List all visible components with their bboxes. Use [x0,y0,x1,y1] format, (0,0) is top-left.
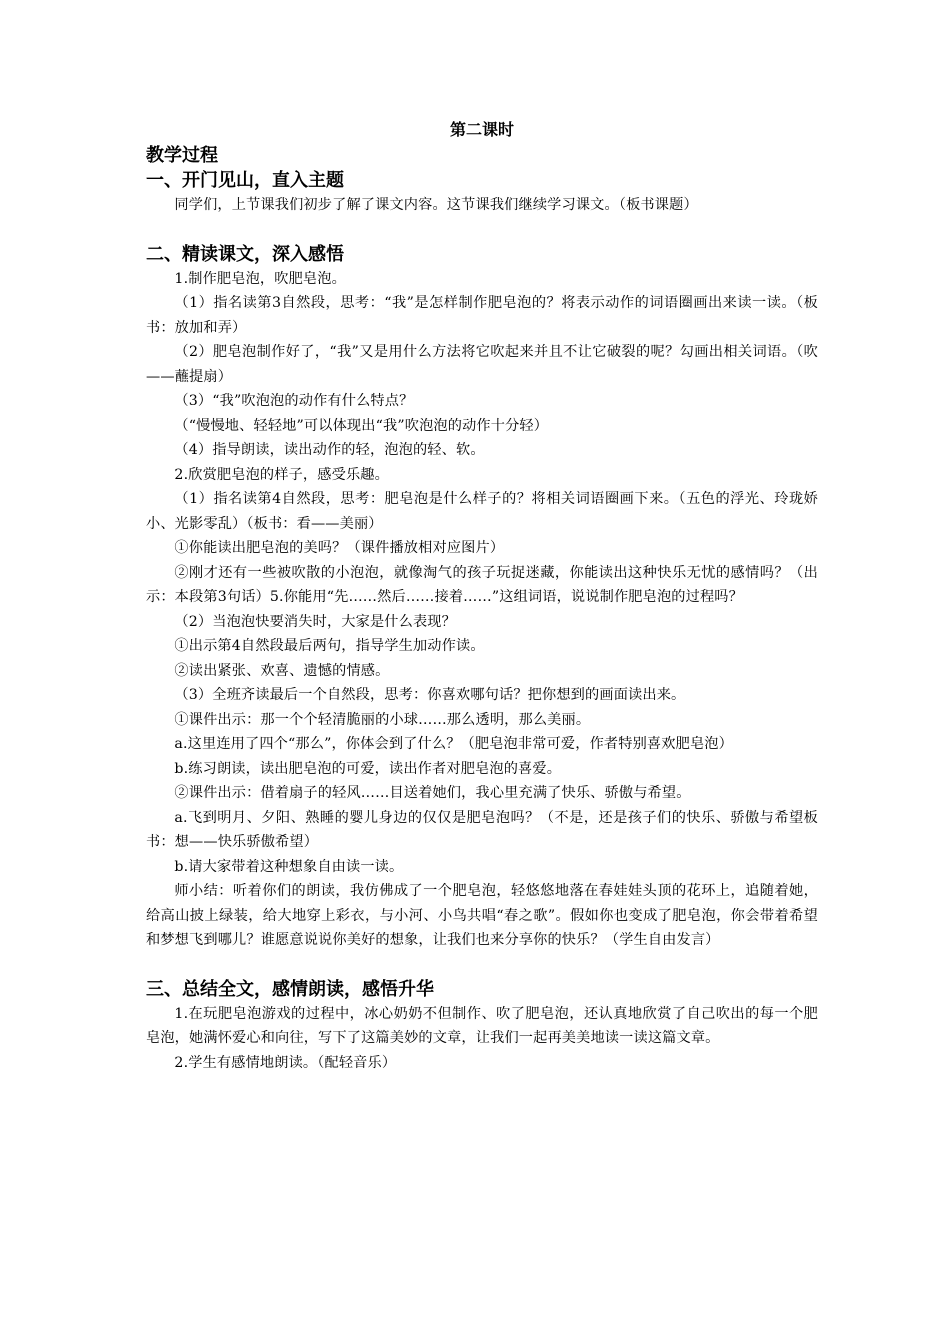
section-2-paragraph: ②刚才还有一些被吹散的小泡泡，就像淘气的孩子玩捉迷藏，你能读出这种快乐无忧的感情吗？（出示：本段第3句话）5.你能用“先……然后……接着……”这组词语，说说制作肥皂泡的过程吗？ [146,564,818,605]
lesson-title: 第二课时 [449,120,514,139]
section-2-paragraph: （2）肥皂泡制作好了，“我”又是用什么方法将它吹起来并且不让它破裂的呢？勾画出相关词语。（吹——蘸提扇） [146,344,818,385]
section-2-paragraph: a.飞到明月、夕阳、熟睡的婴儿身边的仅仅是肥皂泡吗？（不是，还是孩子们的快乐、骄傲与希望板书：想——快乐骄傲希望） [146,809,818,850]
section-1-paragraph: 同学们，上节课我们初步了解了课文内容。这节课我们继续学习课文。（板书课题） [174,197,698,213]
section-2-paragraph: 2.欣赏肥皂泡的样子，感受乐趣。 [174,466,389,483]
section-2-paragraph: （2）当泡泡快要消失时，大家是什么表现？ [174,613,456,630]
section-2-paragraph: ①课件出示：那一个个轻清脆丽的小球……那么透明，那么美丽。 [174,711,591,728]
section-2-paragraph: （3）全班齐读最后一个自然段，思考：你喜欢哪句话？把你想到的画面读出来。 [174,687,686,703]
section-2-paragraph: b.请大家带着这种想象自由读一读。 [174,858,404,875]
section-2-paragraph: ②课件出示：借着扇子的轻风……目送着她们，我心里充满了快乐、骄傲与希望。 [174,785,691,801]
teacher-summary-paragraph: 师小结：听着你们的朗读，我仿佛成了一个肥皂泡，轻悠悠地落在春娃娃头顶的花环上，追随着她，给高山披上绿装，给大地穿上彩衣，与小河、小鸟共唱“春之歌”。假如你也变成了肥皂泡，你会带着希望和梦想飞到哪儿？谁愿意说说你美好的想象，让我们也来分享你的快乐？（学生自由发言） [146,883,818,948]
section-3-paragraph: 2.学生有感情地朗读。（配轻音乐） [174,1054,397,1071]
section-2-paragraph: ①你能读出肥皂泡的美吗？（课件播放相对应图片） [174,540,505,556]
section-2-paragraph: ②读出紧张、欢喜、遗憾的情感。 [174,662,390,679]
section-2-paragraph: （3）“我”吹泡泡的动作有什么特点？ [174,393,414,409]
section-2-paragraph: 1.制作肥皂泡，吹肥皂泡。 [174,270,346,287]
section-2-heading: 二、精读课文，深入感悟 [146,243,344,265]
section-2-paragraph: b.练习朗读，读出肥皂泡的可爱，读出作者对肥皂泡的喜爱。 [174,760,562,777]
section-2-paragraph: （4）指导朗读，读出动作的轻，泡泡的轻、软。 [174,442,485,458]
spacer [146,218,818,242]
spacer [146,953,818,977]
section-2-paragraph: ①出示第4自然段最后两句，指导学生加动作读。 [174,638,485,654]
section-3-paragraph: 1.在玩肥皂泡游戏的过程中，冰心奶奶不但制作、吹了肥皂泡，还认真地欣赏了自己吹出的每一个肥皂泡，她满怀爱心和向往，写下了这篇美妙的文章，让我们一起再美美地读一读这篇文章。 [146,1005,818,1046]
section-2-paragraph: （“慢慢地、轻轻地”可以体现出“我”吹泡泡的动作十分轻） [174,417,549,434]
section-2-paragraph: （1）指名读第4自然段，思考：肥皂泡是什么样子的？将相关词语圈画下来。（五色的浮光、玲珑娇小、光影零乱）（板书：看——美丽） [146,491,818,532]
document-page [146,117,818,1075]
section-1-heading: 一、开门见山，直入主题 [146,170,344,191]
section-2-paragraph: a.这里连用了四个“那么”，你体会到了什么？（肥皂泡非常可爱，作者特别喜欢肥皂泡） [174,736,733,752]
teaching-process-heading: 教学过程 [146,145,218,166]
section-2-paragraph: （1）指名读第3自然段，思考：“我”是怎样制作肥皂泡的？将表示动作的词语圈画出来读一读。（板书：放加和弄） [146,295,818,336]
section-3-heading: 三、总结全文，感情朗读，感悟升华 [146,978,434,1000]
